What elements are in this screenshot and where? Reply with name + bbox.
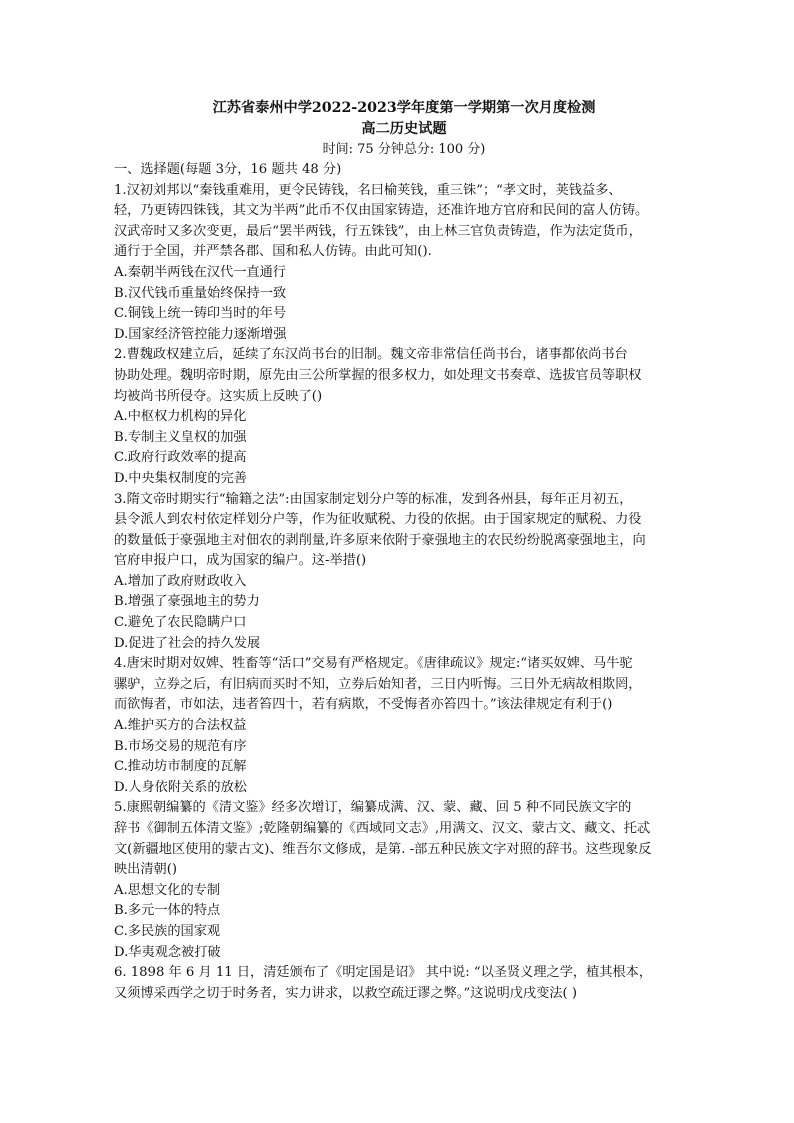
answer-option: C.推动坊市制度的瓦解 xyxy=(114,759,247,775)
answer-option: B.增强了豪强地主的势力 xyxy=(114,594,260,610)
question-3 xyxy=(114,490,694,655)
question-stem-line: 协助处理。魏明帝时期，原先由三公所掌握的很多权力，如处理文书奏章、选拔官员等职权 xyxy=(114,367,642,383)
answer-option: C.避免了农民隐瞒户口 xyxy=(114,615,247,631)
question-stem-line: 又须博采西学之切于时务者，实力讲求，以救空疏迂谬之弊。”这说明戊戌变法( ) xyxy=(114,985,577,1001)
question-stem-line: 而欲悔者，市如法，违者笞四十，若有病欺，不受悔者亦笞四十。”该法律规定有利于() xyxy=(114,697,613,713)
question-stem-line: 县令派人到农村依定样划分户等，作为征收赋税、力役的依据。由于国家规定的赋税、力役 xyxy=(114,512,642,528)
answer-option: B.汉代钱币重量始终保持一致 xyxy=(114,285,287,301)
answer-option: A.思想文化的专制 xyxy=(114,882,221,898)
exam-subtitle: 高二历史试题 xyxy=(361,121,447,137)
question-stem-line: 骡驴，立券之后，有旧病而买时不知，立券后始知者，三日内听悔。三日外无病故相欺罔， xyxy=(114,676,642,692)
question-stem-line: 文(新疆地区使用的蒙古文)、维吾尔文修成，是第. -部五种民族文字对照的辞书。这些现象反 xyxy=(114,841,652,857)
question-stem-line: 辞书《御制五体清文鉴》;乾隆朝编纂的《西域同文志》,用满文、汉文、蒙古文、藏文、托忒 xyxy=(114,821,651,836)
answer-option: D.人身依附关系的放松 xyxy=(114,779,247,795)
question-stem-line: 6. 1898 年 6 月 11 日，清廷颁布了《明定国是诏》 其中说: “以圣贤义理之学，植其根本， xyxy=(114,965,653,981)
question-stem-line: 的数量低于豪强地主对佃农的剥削量,许多原来依附于豪强地主的农民纷纷脱离豪强地主，向 xyxy=(114,532,646,548)
answer-option: D.国家经济管控能力逐渐增强 xyxy=(114,326,287,342)
section-heading: 一、选择题(每题 3分，16 题共 48 分) xyxy=(114,162,342,177)
question-stem-line: 官府申报户口，成为国家的编户。这-举措() xyxy=(114,553,367,569)
answer-option: A.中枢权力机构的异化 xyxy=(114,409,247,425)
answer-option: C.政府行政效率的提高 xyxy=(114,450,247,466)
question-stem-line: 5.康熙朝编纂的《清文鉴》经多次增订，编纂成满、汉、蒙、藏、回 5 种不同民族文字的 xyxy=(114,800,632,816)
question-stem-line: 4.唐宋时期对奴婢、牲畜等“活口”交易有严格规定。《唐律疏议》规定:“诸买奴婢、马牛驼 xyxy=(114,656,633,672)
question-stem-line: 1.汉初刘邦以“秦钱重难用，更令民铸钱，名曰榆荚钱，重三铢”；“孝文时，荚钱益多、 xyxy=(114,182,622,198)
question-stem-line: 轻，乃更铸四铢钱，其文为半两”此币不仅由国家铸造，还准许地方官府和民间的富人仿铸。 xyxy=(114,203,649,219)
exam-time-score: 时间: 75 分钟总分: 100 分) xyxy=(322,142,486,157)
question-5 xyxy=(114,798,694,963)
question-list xyxy=(114,181,694,1005)
answer-option: B.多元一体的特点 xyxy=(114,903,221,919)
answer-option: D.华夷观念被打破 xyxy=(114,944,221,960)
question-stem-line: 均被尚书所侵夺。这实质上反映了() xyxy=(114,388,323,404)
answer-option: C.铜钱上统一铸印当时的年号 xyxy=(114,306,287,322)
question-1 xyxy=(114,181,694,346)
answer-option: C.多民族的国家观 xyxy=(114,923,221,939)
answer-option: A.增加了政府财政收入 xyxy=(114,573,247,589)
answer-option: A.秦朝半两钱在汉代一直通行 xyxy=(114,264,286,280)
answer-option: B.专制主义皇权的加强 xyxy=(114,429,247,445)
question-6 xyxy=(114,963,694,1004)
question-2 xyxy=(114,345,694,489)
exam-page xyxy=(114,98,694,1004)
exam-title: 江苏省泰州中学2022-2023学年度第一学期第一次月度检测 xyxy=(212,100,596,116)
question-stem-line: 2.曹魏政权建立后，延续了东汉尚书台的旧制。魏文帝非常信任尚书台，诸事都依尚书台 xyxy=(114,347,628,363)
answer-option: A.维护买方的合法权益 xyxy=(114,718,247,734)
answer-option: D.中央集权制度的完善 xyxy=(114,470,247,486)
question-stem-line: 汉武帝时又多次变更，最后“罢半两钱，行五铢钱”，由上林三官负责铸造，作为法定货币， xyxy=(114,223,642,239)
question-stem-line: 3.隋文帝时期实行“输籍之法”:由国家制定划分户等的标准，发到各州县，每年正月初五， xyxy=(114,491,633,507)
answer-option: D.促进了社会的持久发展 xyxy=(114,635,261,651)
answer-option: B.市场交易的规范有序 xyxy=(114,738,247,754)
question-stem-line: 通行于全国，并严禁各郡、国和私人仿铸。由此可知(). xyxy=(114,244,432,260)
question-4 xyxy=(114,654,694,798)
question-stem-line: 映出清朝() xyxy=(114,862,178,878)
